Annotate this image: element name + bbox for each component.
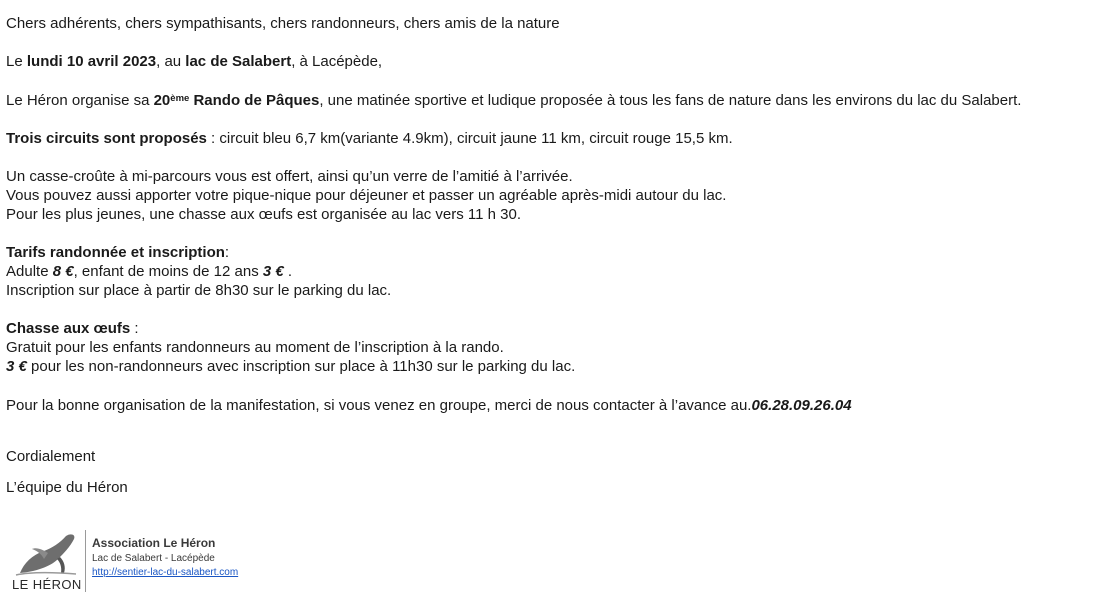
greeting: Chers adhérents, chers sympathisants, chers randonneurs, chers amis de la nature	[6, 15, 560, 32]
edition-suffix: ème	[170, 93, 190, 104]
association-name: Association Le Héron	[92, 536, 216, 550]
event-place: lac de Salabert	[185, 53, 292, 70]
child-price: 3 €	[262, 263, 284, 280]
info-line-3: Pour les plus jeunes, une chasse aux œufs est organisée au lac vers 11 h 30.	[6, 206, 522, 223]
chasse-line-1: Gratuit pour les enfants randonneurs au moment de l’inscription à la rando.	[6, 339, 504, 356]
heron-logo	[10, 533, 82, 591]
email-signature	[0, 527, 320, 593]
adult-price: 8 €	[52, 263, 74, 280]
event-name: Rando de Pâques	[193, 92, 320, 109]
circuits-heading: Trois circuits sont proposés	[6, 130, 207, 147]
association-place: Lac de Salabert - Lacépède	[92, 553, 215, 564]
chasse-heading: Chasse aux œufs	[6, 320, 131, 337]
event-date: lundi 10 avril 2023	[26, 53, 157, 70]
circuits-line: Trois circuits sont proposés : circuit bleu 6,7 km(variante 4.9km), circuit jaune 11 km, circuit rouge 15,5 km.	[6, 130, 733, 147]
event-intro: Le Héron organise sa 20ème Rando de Pâques, une matinée sportive et ludique proposée à tous les fans de nature dans les environs du lac du Salabert.	[6, 92, 1022, 109]
chasse-line-2: 3 € pour les non-randonneurs avec inscription sur place à 11h30 sur le parking du lac.	[6, 358, 576, 375]
chasse-price: 3 €	[6, 358, 27, 375]
tarifs-heading: Tarifs randonnée et inscription	[6, 244, 225, 261]
tarifs-prices: Adulte 8 €, enfant de moins de 12 ans 3 € .	[6, 263, 293, 280]
signature-divider	[85, 530, 86, 592]
contact-line: Pour la bonne organisation de la manifestation, si vous venez en groupe, merci de nous contacter à l’avance au.06.28.09.26.04	[6, 397, 852, 414]
chasse-heading-line: Chasse aux œufs :	[6, 320, 139, 337]
info-line-1: Un casse-croûte à mi-parcours vous est offert, ainsi qu’un verre de l’amitié à l’arrivée.	[6, 168, 573, 185]
contact-phone: 06.28.09.26.04	[751, 397, 852, 414]
tarifs-heading-line: Tarifs randonnée et inscription:	[6, 244, 230, 261]
signature-text	[92, 535, 238, 579]
closing: Cordialement	[6, 448, 96, 465]
website-link[interactable]: http://sentier-lac-du-salabert.com	[92, 567, 239, 578]
sign-off: L’équipe du Héron	[6, 479, 128, 496]
tarifs-inscription: Inscription sur place à partir de 8h30 sur le parking du lac.	[6, 282, 392, 299]
event-date-line: Le lundi 10 avril 2023, au lac de Salabert, à Lacépède,	[6, 53, 383, 70]
logo-wordmark: LE HÉRON	[12, 577, 82, 592]
heron-bird-icon	[10, 533, 82, 577]
edition-number: 20	[153, 92, 171, 109]
info-line-2: Vous pouvez aussi apporter votre pique-nique pour déjeuner et passer un agréable après-midi autour du lac.	[6, 187, 727, 204]
